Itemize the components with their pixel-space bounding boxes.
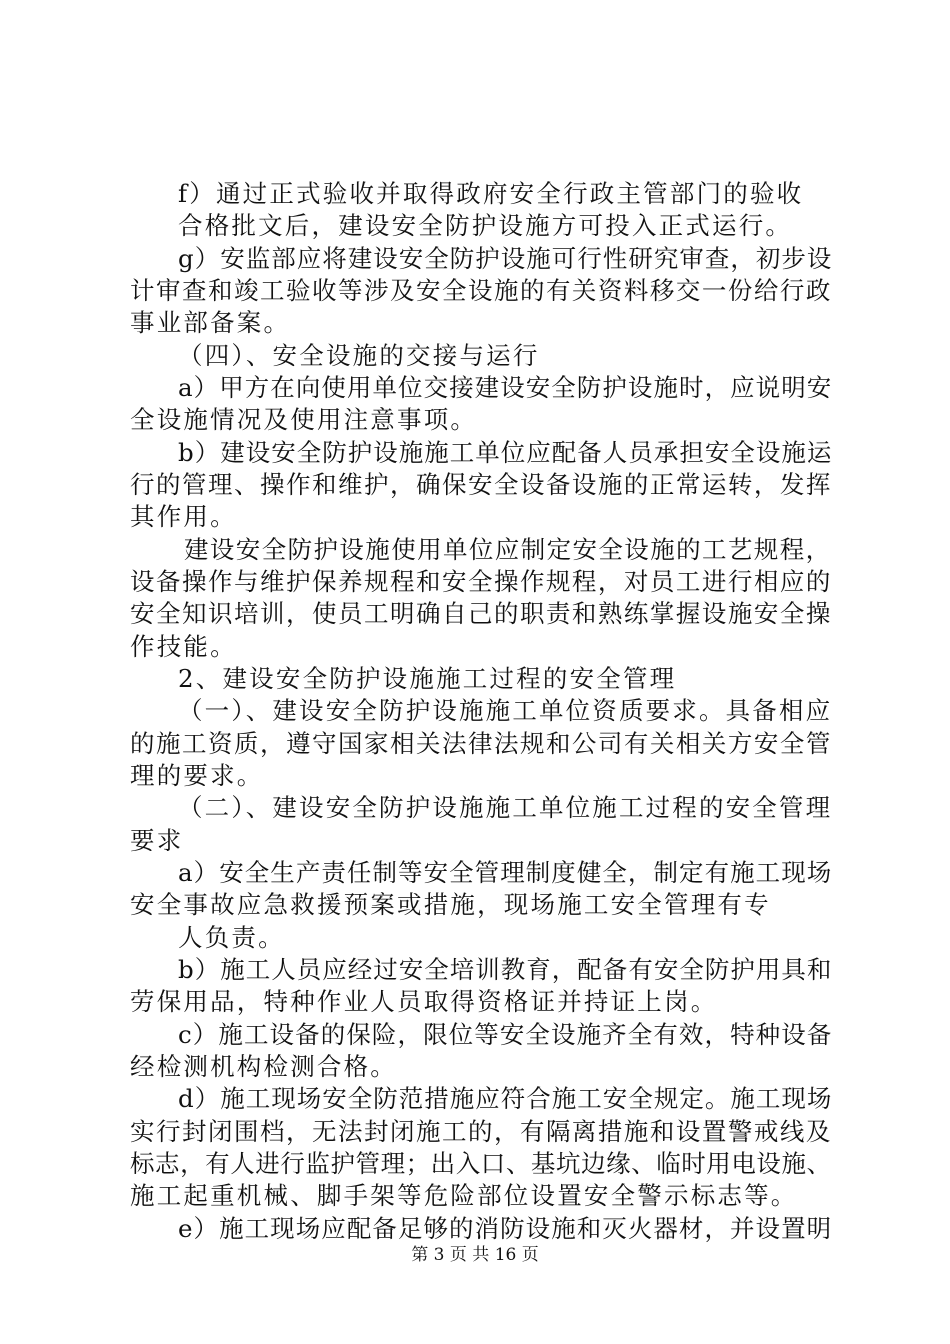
page-number-footer: 第 3 页 共 16 页 xyxy=(411,1245,539,1265)
text-line: 施工起重机械、脚手架等危险部位设置安全警示标志等。 xyxy=(130,1181,798,1210)
text-line: a）甲方在向使用单位交接建设安全防护设施时，应说明安 xyxy=(178,373,833,402)
text-line: g）安监部应将建设安全防护设施可行性研究审查，初步设 xyxy=(178,244,833,273)
text-line: 实行封闭围档，无法封闭施工的，有隔离措施和设置警戒线及 xyxy=(130,1117,832,1146)
text-line: 计审查和竣工验收等涉及安全设施的有关资料移交一份给行政 xyxy=(130,276,832,305)
text-line: 全设施情况及使用注意事项。 xyxy=(130,405,478,434)
text-line: c）施工设备的保险，限位等安全设施齐全有效，特种设备 xyxy=(178,1020,833,1049)
text-line: b）建设安全防护设施施工单位应配备人员承担安全设施运 xyxy=(178,438,833,467)
text-line: d）施工现场安全防范措施应符合施工安全规定。施工现场 xyxy=(178,1084,833,1113)
text-line: 合格批文后，建设安全防护设施方可投入正式运行。 xyxy=(178,211,793,240)
text-line: 标志，有人进行监护管理；出入口、基坑边缘、临时用电设施、 xyxy=(130,1149,832,1178)
text-line: 人负责。 xyxy=(178,923,285,952)
text-line: （一）、建设安全防护设施施工单位资质要求。具备相应 xyxy=(178,696,833,725)
text-line: 安全知识培训，使员工明确自己的职责和熟练掌握设施安全操 xyxy=(130,599,832,628)
text-line: 事业部备案。 xyxy=(130,308,291,337)
text-line: b）施工人员应经过安全培训教育，配备有安全防护用具和 xyxy=(178,955,833,984)
text-line: 作技能。 xyxy=(130,632,237,661)
text-line: 建设安全防护设施使用单位应制定安全设施的工艺规程， xyxy=(184,535,832,564)
section-heading: （二）、建设安全防护设施施工单位施工过程的安全管理 xyxy=(178,793,833,822)
section-heading: 2、建设安全防护设施施工过程的安全管理 xyxy=(178,664,677,693)
text-line: 行的管理、操作和维护，确保安全设备设施的正常运转，发挥 xyxy=(130,470,832,499)
text-line: 的施工资质，遵守国家相关法律法规和公司有关相关方安全管 xyxy=(130,729,832,758)
text-line: 其作用。 xyxy=(130,502,237,531)
text-line: f）通过正式验收并取得政府安全行政主管部门的验收 xyxy=(178,179,804,208)
section-heading: （四）、安全设施的交接与运行 xyxy=(178,341,540,370)
text-line: 劳保用品，特种作业人员取得资格证并持证上岗。 xyxy=(130,987,718,1016)
text-line: a）安全生产责任制等安全管理制度健全，制定有施工现场 xyxy=(178,858,833,887)
text-line: 安全事故应急救援预案或措施，现场施工安全管理有专 xyxy=(130,890,771,919)
text-line: 设备操作与维护保养规程和安全操作规程，对员工进行相应的 xyxy=(130,567,832,596)
text-line: 理的要求。 xyxy=(130,761,264,790)
text-line: 经检测机构检测合格。 xyxy=(130,1052,397,1081)
text-line: 要求 xyxy=(130,826,184,855)
text-line: e）施工现场应配备足够的消防设施和灭火器材，并设置明 xyxy=(178,1214,833,1243)
